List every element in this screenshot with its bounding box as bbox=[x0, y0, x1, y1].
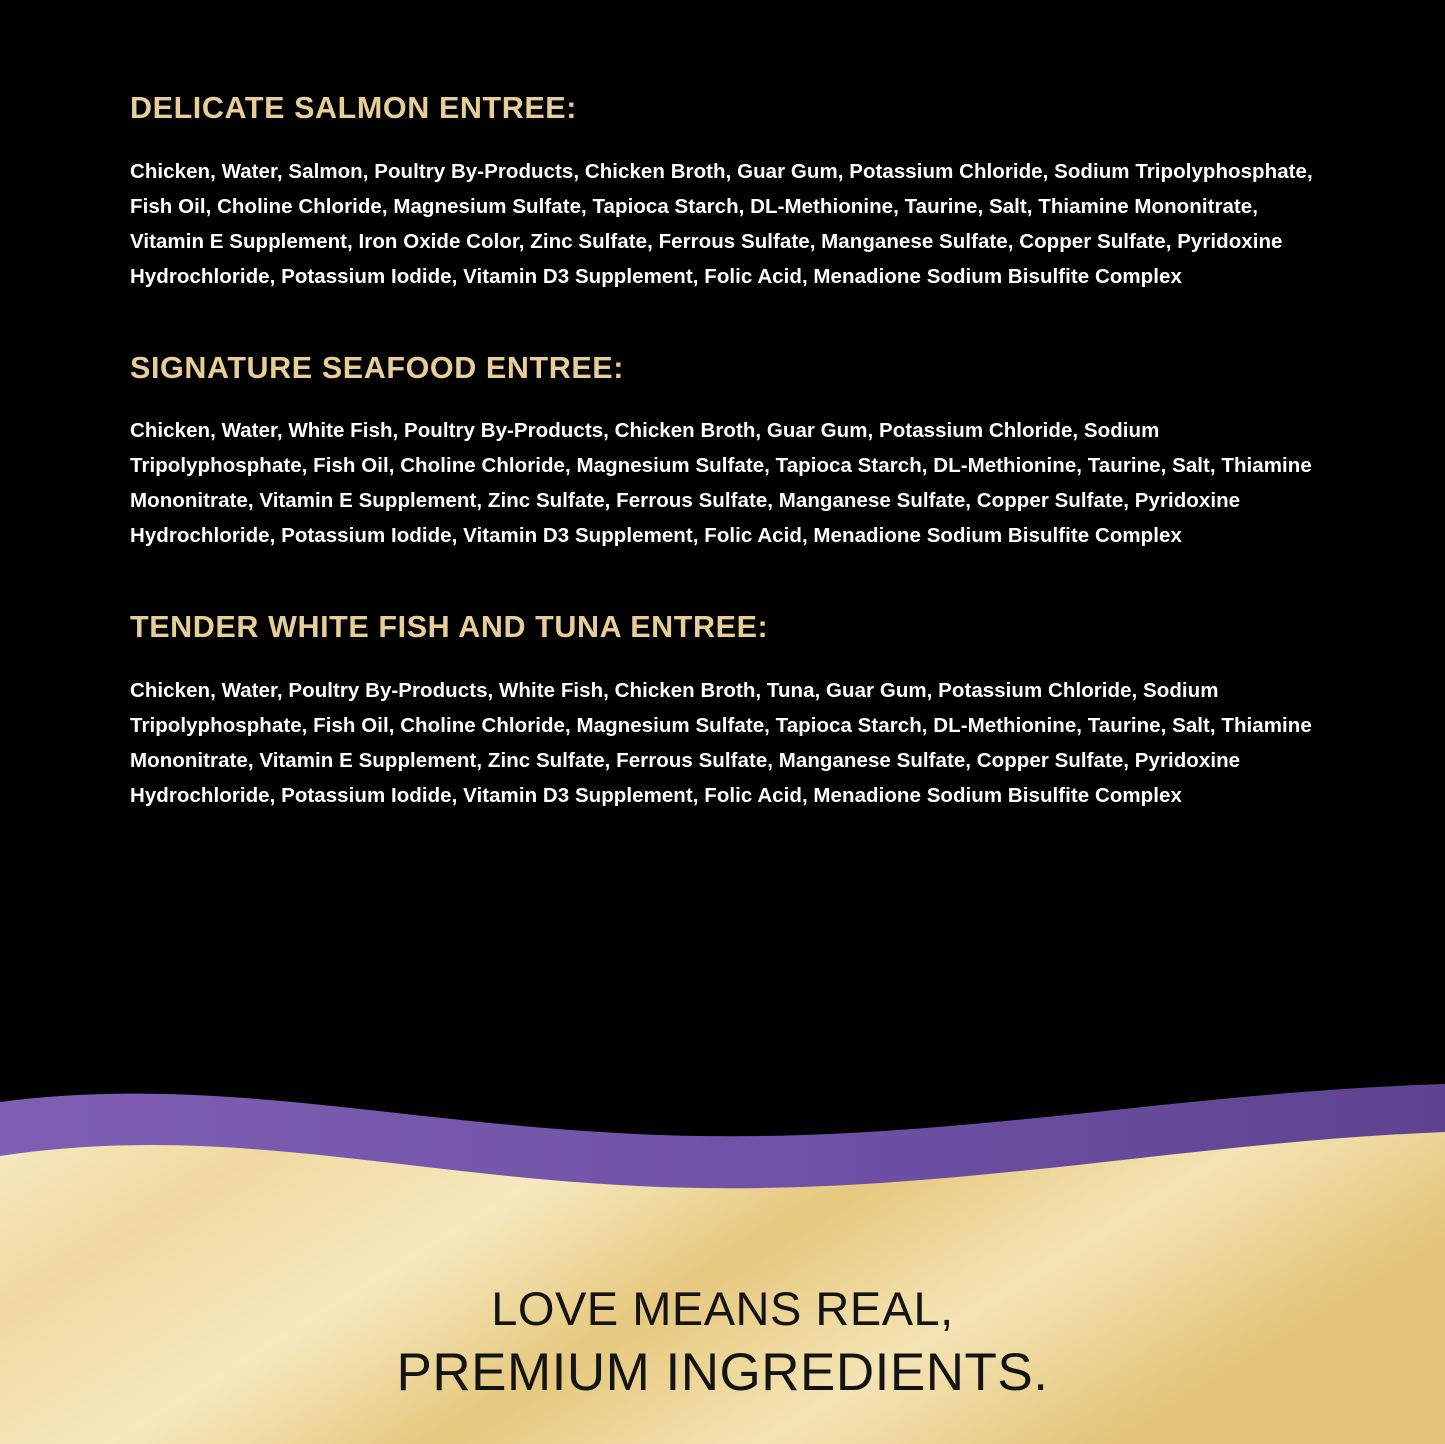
ingredient-section-whitefish-tuna bbox=[0, 611, 1445, 813]
ingredient-section-salmon bbox=[0, 92, 1445, 294]
tagline-line-2: PREMIUM INGREDIENTS. bbox=[396, 1343, 1049, 1402]
tagline bbox=[0, 1278, 1445, 1406]
section-title: SIGNATURE SEAFOOD ENTREE: bbox=[130, 350, 624, 385]
section-ingredients-text: Chicken, Water, Poultry By-Products, White Fish, Chicken Broth, Tuna, Guar Gum, Potassium Chloride, Sodium Tripolyphosphate, Fish Oil, Choline Chloride, Magnesium Sulfate, Tapioca Starch, DL-Methionine, Taurine, Salt, Thiamine Mononitrate, Vitamin E Supplement, Zinc Sulfate, Ferrous Sulfate, Manganese Sulfate, Copper Sulfate, Pyridoxine Hydrochloride, Potassium Iodide, Vitamin D3 Supplement, Folic Acid, Menadione Sodium Bisulfite Complex bbox=[130, 678, 1312, 807]
section-title: TENDER WHITE FISH AND TUNA ENTREE: bbox=[130, 610, 769, 645]
ingredient-section-seafood bbox=[0, 352, 1445, 554]
section-title: DELICATE SALMON ENTREE: bbox=[130, 91, 578, 125]
section-ingredients-text: Chicken, Water, White Fish, Poultry By-Products, Chicken Broth, Guar Gum, Potassium Chloride, Sodium Tripolyphosphate, Fish Oil, Choline Chloride, Magnesium Sulfate, Tapioca Starch, DL-Methionine, Taurine, Salt, Thiamine Mononitrate, Vitamin E Supplement, Zinc Sulfate, Ferrous Sulfate, Manganese Sulfate, Copper Sulfate, Pyridoxine Hydrochloride, Potassium Iodide, Vitamin D3 Supplement, Folic Acid, Menadione Sodium Bisulfite Complex bbox=[130, 419, 1312, 548]
tagline-line-1: LOVE MEANS REAL, bbox=[491, 1282, 954, 1335]
section-ingredients-text: Chicken, Water, Salmon, Poultry By-Products, Chicken Broth, Guar Gum, Potassium Chloride, Sodium Tripolyphosphate, Fish Oil, Choline Chloride, Magnesium Sulfate, Tapioca Starch, DL-Methionine, Taurine, Salt, Thiamine Mononitrate, Vitamin E Supplement, Iron Oxide Color, Zinc Sulfate, Ferrous Sulfate, Manganese Sulfate, Copper Sulfate, Pyridoxine Hydrochloride, Potassium Iodide, Vitamin D3 Supplement, Folic Acid, Menadione Sodium Bisulfite Complex bbox=[130, 159, 1313, 288]
